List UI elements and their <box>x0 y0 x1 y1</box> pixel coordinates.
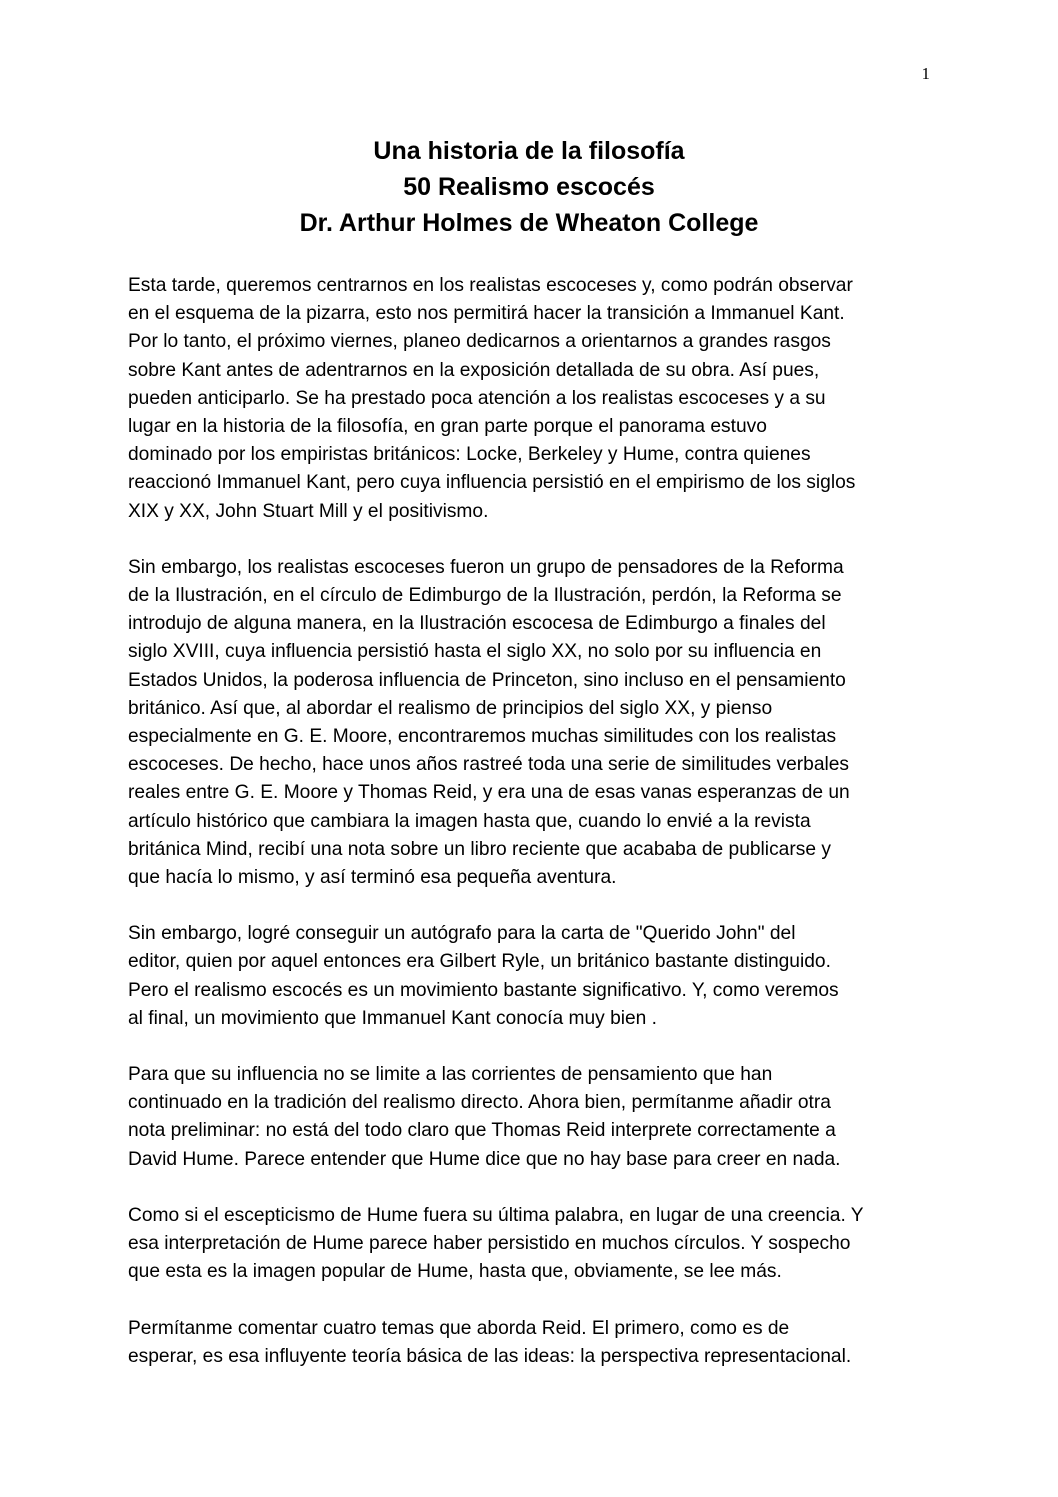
title-author: Dr. Arthur Holmes de Wheaton College <box>299 209 759 237</box>
text-line: Estados Unidos, la poderosa influencia de Princeton, sino incluso en el pensamiento <box>128 669 846 691</box>
text-line: esperar, es esa influyente teoría básica de las ideas: la perspectiva representacional. <box>128 1345 852 1367</box>
text-line: escoceses. De hecho, hace unos años rastreé toda una serie de similitudes verbales <box>128 754 850 776</box>
text-line: Por lo tanto, el próximo viernes, planeo dedicarnos a orientarnos a grandes rasgos <box>128 331 831 353</box>
text-line: británico. Así que, al abordar el realismo de principios del siglo XX, y pienso <box>128 697 773 719</box>
text-line: artículo histórico que cambiara la imagen hasta que, cuando lo envié a la revista <box>128 810 811 832</box>
paragraph <box>128 920 936 1033</box>
text-line: Permítanme comentar cuatro temas que aborda Reid. El primero, como es de <box>128 1317 790 1339</box>
text-line: sobre Kant antes de adentrarnos en la exposición detallada de su obra. Así pues, <box>128 359 820 381</box>
text-line: pueden anticiparlo. Se ha prestado poca atención a los realistas escoceses y a su <box>128 387 826 409</box>
text-line: editor, quien por aquel entonces era Gilbert Ryle, un británico bastante distinguido. <box>128 951 831 973</box>
text-line: Como si el escepticismo de Hume fuera su última palabra, en lugar de una creencia. Y <box>128 1204 864 1226</box>
text-line: británica Mind, recibí una nota sobre un libro reciente que acababa de publicarse y <box>128 838 831 860</box>
text-line: Sin embargo, los realistas escoceses fueron un grupo de pensadores de la Reforma <box>128 556 844 578</box>
text-line: siglo XVIII, cuya influencia persistió hasta el siglo XX, no solo por su influencia en <box>128 641 822 663</box>
text-line: XIX y XX, John Stuart Mill y el positivismo. <box>128 500 489 522</box>
text-line: reaccionó Immanuel Kant, pero cuya influencia persistió en el empirismo de los siglos <box>128 472 856 494</box>
document-body <box>128 272 936 1399</box>
text-line: dominado por los empiristas británicos: Locke, Berkeley y Hume, contra quienes <box>128 444 811 466</box>
text-line: lugar en la historia de la filosofía, en gran parte porque el panorama estuvo <box>128 416 767 438</box>
text-line: Sin embargo, logré conseguir un autógrafo para la carta de "Querido John" del <box>128 923 796 945</box>
paragraph <box>128 1061 936 1174</box>
paragraph <box>128 1202 936 1287</box>
title-series: Una historia de la filosofía <box>373 137 685 165</box>
title-lecture: 50 Realismo escocés <box>403 173 655 201</box>
text-line: introdujo de alguna manera, en la Ilustración escocesa de Edimburgo a finales del <box>128 613 826 635</box>
text-line: David Hume. Parece entender que Hume dice que no hay base para creer en nada. <box>128 1148 841 1170</box>
text-line: al final, un movimiento que Immanuel Kant conocía muy bien . <box>128 1007 658 1029</box>
text-line: que hacía lo mismo, y así terminó esa pequeña aventura. <box>128 867 617 889</box>
paragraph <box>128 1315 936 1371</box>
text-line: continuado en la tradición del realismo directo. Ahora bien, permítanme añadir otra <box>128 1092 831 1114</box>
page-number: 1 <box>921 64 930 83</box>
text-line: esa interpretación de Hume parece haber persistido en muchos círculos. Y sospecho <box>128 1233 851 1255</box>
text-line: nota preliminar: no está del todo claro que Thomas Reid interprete correctamente a <box>128 1120 836 1142</box>
text-line: Para que su influencia no se limite a las corrientes de pensamiento que han <box>128 1064 773 1086</box>
document-title <box>0 133 1058 241</box>
text-line: en el esquema de la pizarra, esto nos permitirá hacer la transición a Immanuel Kant. <box>128 303 845 325</box>
text-line: especialmente en G. E. Moore, encontraremos muchas similitudes con los realistas <box>128 726 837 748</box>
text-line: de la Ilustración, en el círculo de Edimburgo de la Ilustración, perdón, la Reforma se <box>128 585 842 607</box>
text-line: Pero el realismo escocés es un movimiento bastante significativo. Y, como veremos <box>128 979 839 1001</box>
paragraph <box>128 272 936 526</box>
text-line: que esta es la imagen popular de Hume, hasta que, obviamente, se lee más. <box>128 1261 782 1283</box>
paragraph <box>128 554 936 892</box>
text-line: Esta tarde, queremos centrarnos en los realistas escoceses y, como podrán observar <box>128 275 853 296</box>
text-line: reales entre G. E. Moore y Thomas Reid, y era una de esas vanas esperanzas de un <box>128 782 850 804</box>
